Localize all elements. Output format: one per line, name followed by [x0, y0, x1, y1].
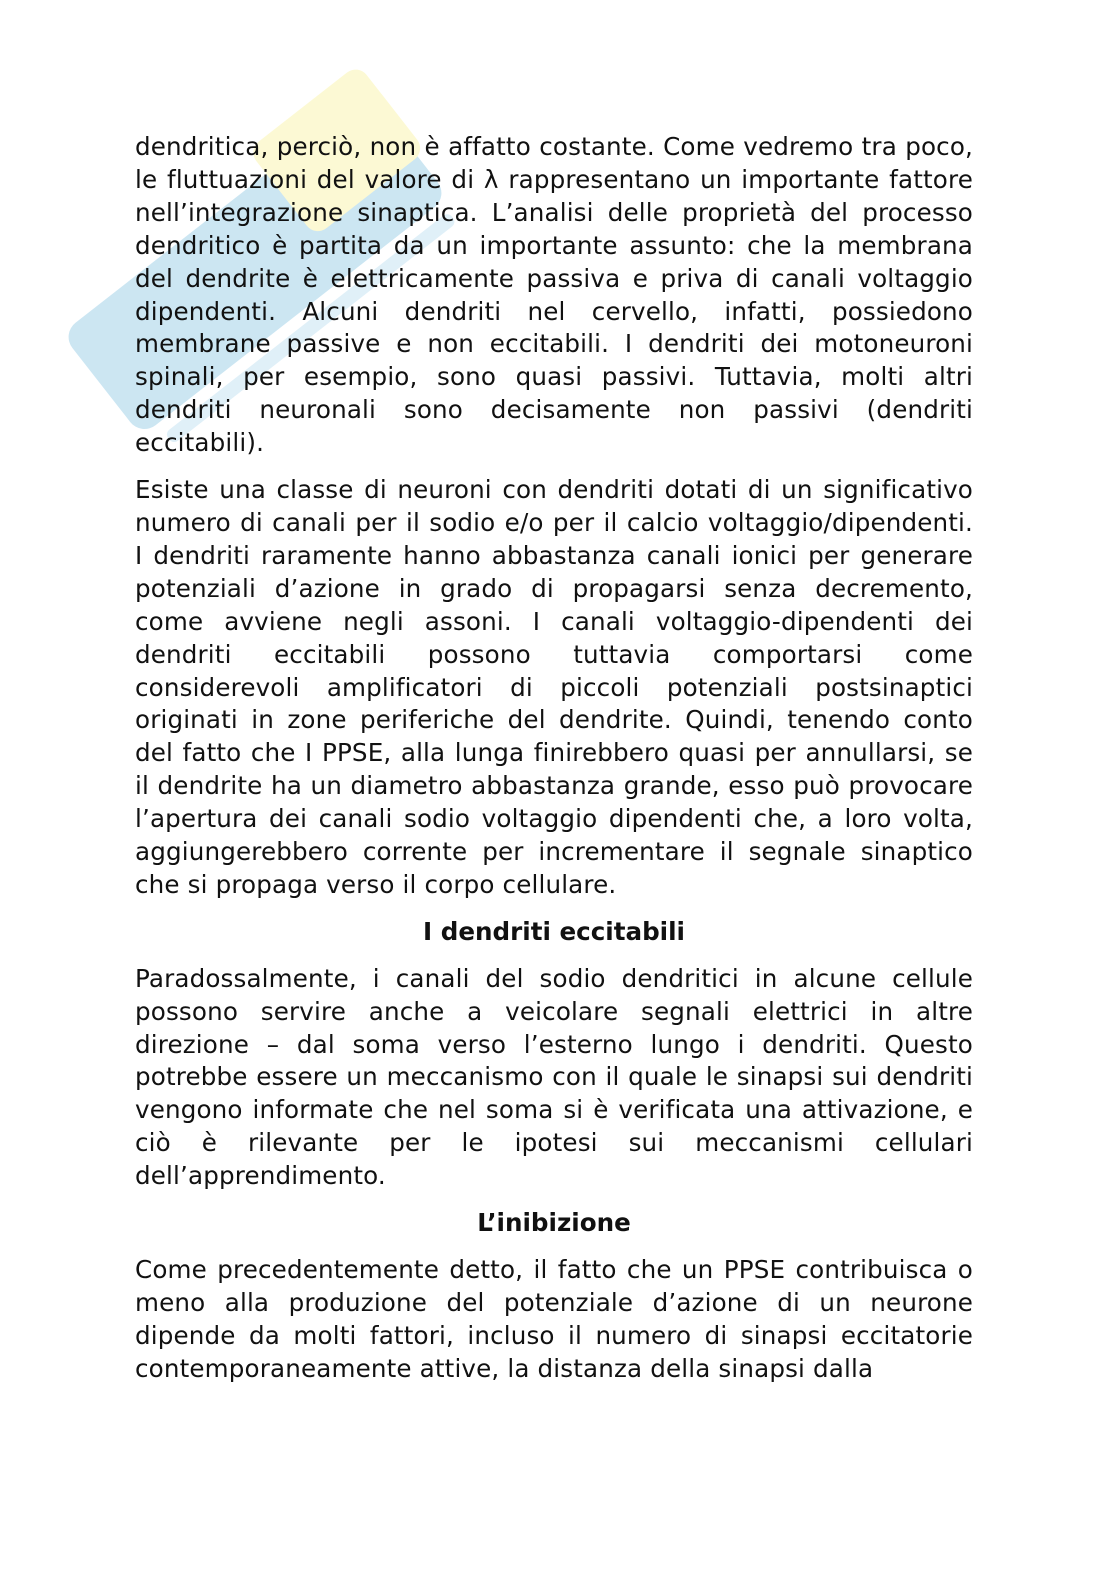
heading-excitable-dendrites: I dendriti eccitabili	[423, 916, 685, 946]
paragraph-excitable-neurons: Esiste una classe di neuroni con dendriti dotati di un significativo numero di canali per il sodio e/o per il calcio voltaggio/dipendenti. I dendriti raramente hanno abbastanza canali ionici per generare potenziali d’azione in grado di propagarsi senza decremento, come avviene negli assoni. I canali voltaggio-dipendenti dei dendriti eccitabili possono tuttavia comportarsi come considerevoli amplificatori di piccoli potenziali postsinaptici originati in zone periferiche del dendrite. Quindi, tenendo conto del fatto che I PPSE, alla lunga finirebbero quasi per annullarsi, se il dendrite ha un diametro abbastanza grande, esso può provocare l’apertura dei canali sodio voltaggio dipendenti che, a loro volta, aggiungerebbero corrente per incrementare il segnale sinaptico che si propaga verso il corpo cellulare.	[135, 475, 973, 899]
document-body	[135, 131, 973, 1386]
heading-inhibition: L’inibizione	[477, 1208, 631, 1238]
paragraph-lambda-fluctuations: dendritica, perciò, non è affatto costante. Come vedremo tra poco, le fluttuazioni del valore di λ rappresentano un importante fattore nell’integrazione sinaptica. L’analisi delle proprietà del processo dendritico è partita da un importante assunto: che la membrana del dendrite è elettricamente passiva e priva di canali voltaggio dipendenti. Alcuni dendriti nel cervello, infatti, possiedono membrane passive e non eccitabili. I dendriti dei motoneuroni spinali, per esempio, sono quasi passivi. Tuttavia, molti altri dendriti neuronali sono decisamente non passivi (dendriti eccitabili).	[135, 132, 973, 458]
paragraph-backpropagation: Paradossalmente, i canali del sodio dendritici in alcune cellule possono servire anche a veicolare segnali elettrici in altre direzione – dal soma verso l’esterno lungo i dendriti. Questo potrebbe essere un meccanismo con il quale le sinapsi sui dendriti vengono informate che nel soma si è verificata una attivazione, e ciò è rilevante per le ipotesi sui meccanismi cellulari dell’apprendimento.	[135, 963, 973, 1191]
paragraph-inhibition: Come precedentemente detto, il fatto che un PPSE contribuisca o meno alla produzione del potenziale d’azione di un neurone dipende da molti fattori, incluso il numero di sinapsi eccitatorie contemporaneamente attive, la distanza della sinapsi dalla	[135, 1255, 973, 1383]
